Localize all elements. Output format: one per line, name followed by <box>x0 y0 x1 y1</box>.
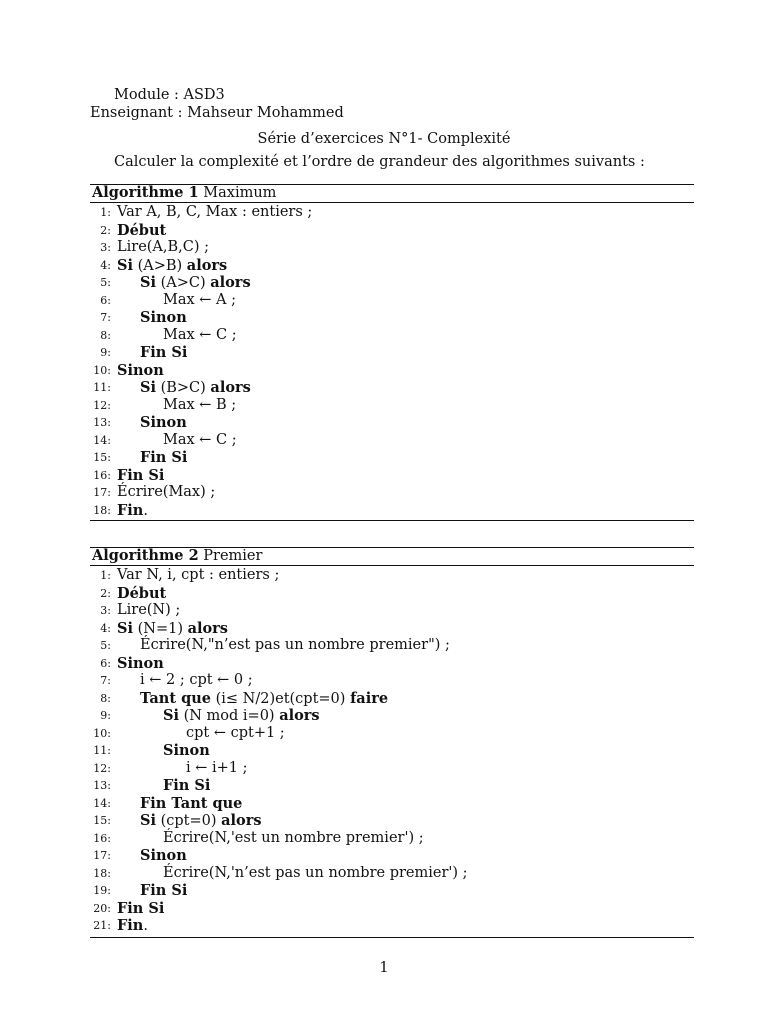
keyword: Si <box>117 619 133 637</box>
keyword: Sinon <box>140 414 187 431</box>
code-fragment: Écrire(N,"n’est pas un nombre premier") ; <box>140 637 450 653</box>
code-fragment: Var A, B, C, Max : entiers ; <box>117 204 313 220</box>
line-number: 3: <box>100 604 111 617</box>
code-text <box>140 414 187 433</box>
code-fragment: Max ← C ; <box>163 431 237 448</box>
algo2-title <box>92 547 262 565</box>
line-number: 15: <box>93 814 111 827</box>
keyword: alors <box>279 707 320 724</box>
keyword: Fin Si <box>140 449 188 466</box>
line-number: 10: <box>93 726 111 740</box>
code-fragment: (N=1) <box>132 620 188 637</box>
line-number: 19: <box>93 884 111 897</box>
keyword: Fin <box>117 917 144 934</box>
code-fragment: Max ← A ; <box>163 291 237 308</box>
keyword: Si <box>140 379 156 396</box>
code-text <box>117 620 228 639</box>
code-text <box>140 795 242 814</box>
code-fragment: Max ← B ; <box>163 396 237 413</box>
line-number: 18: <box>93 866 111 880</box>
code-text <box>117 655 164 674</box>
line-number: 17: <box>93 486 111 499</box>
keyword: Fin <box>117 501 144 519</box>
series-title: Série d’exercices N°1- Complexité <box>257 131 511 147</box>
keyword: Fin Si <box>163 777 211 794</box>
teacher-label: Enseignant : Mahseur Mohammed <box>90 105 344 121</box>
keyword: Fin Si <box>140 882 188 899</box>
code-text <box>186 725 285 743</box>
code-text <box>163 865 468 883</box>
keyword: Sinon <box>117 654 164 672</box>
page-number: 1 <box>379 960 389 976</box>
code-text <box>163 292 236 310</box>
keyword: Sinon <box>117 361 164 379</box>
line-number: 5: <box>100 276 111 289</box>
line-number: 13: <box>93 779 111 792</box>
keyword: faire <box>350 689 389 707</box>
code-text <box>117 585 166 604</box>
code-fragment: Max ← C ; <box>163 326 237 343</box>
algo2-label: Algorithme 2 <box>92 547 199 564</box>
keyword: alors <box>221 812 262 829</box>
code-text <box>117 502 148 521</box>
keyword: Début <box>117 584 167 602</box>
line-number: 7: <box>100 311 111 324</box>
code-text <box>163 327 237 345</box>
code-fragment: (cpt=0) <box>155 813 222 829</box>
line-number: 8: <box>100 691 111 705</box>
code-fragment: Écrire(N,'n’est pas un nombre premier') ; <box>163 864 468 881</box>
keyword: Si <box>140 274 156 291</box>
code-text <box>140 672 253 690</box>
line-number: 21: <box>93 919 111 932</box>
line-number: 16: <box>93 831 111 845</box>
algo1-header-rule <box>90 202 694 203</box>
code-text <box>140 274 251 293</box>
keyword: Fin Si <box>140 344 188 361</box>
keyword: Fin Tant que <box>140 794 243 812</box>
code-text <box>140 344 187 363</box>
line-number: 3: <box>100 241 111 254</box>
module-label: Module : ASD3 <box>114 87 225 103</box>
code-text <box>140 882 187 901</box>
code-text <box>140 637 450 655</box>
code-text <box>117 204 312 222</box>
keyword: Fin Si <box>117 466 165 484</box>
code-fragment: . <box>143 502 148 519</box>
code-text <box>163 830 424 848</box>
line-number: 6: <box>100 656 111 670</box>
line-number: 20: <box>93 901 111 915</box>
line-number: 4: <box>100 621 111 635</box>
line-number: 2: <box>100 586 111 600</box>
code-fragment: Écrire(Max) ; <box>117 484 216 500</box>
code-text <box>117 257 227 276</box>
line-number: 6: <box>100 293 111 307</box>
code-text <box>163 777 210 796</box>
line-number: 2: <box>100 223 111 237</box>
code-fragment: i ← 2 ; cpt ← 0 ; <box>140 672 253 688</box>
code-fragment: i ← i+1 ; <box>186 759 248 776</box>
keyword: Si <box>117 256 133 274</box>
keyword: Tant que <box>140 689 211 707</box>
code-fragment: (N mod i=0) <box>178 708 280 724</box>
code-fragment: (B>C) <box>155 380 211 396</box>
code-text <box>140 309 187 328</box>
code-fragment: (A>C) <box>155 275 211 291</box>
code-fragment: Var N, i, cpt : entiers ; <box>117 567 280 583</box>
keyword: alors <box>187 619 228 637</box>
algo2-header-rule <box>90 565 694 566</box>
line-number: 4: <box>100 258 111 272</box>
keyword: Sinon <box>140 847 187 864</box>
keyword: Début <box>117 221 167 239</box>
code-text <box>117 222 166 241</box>
instruction-text: Calculer la complexité et l’ordre de grandeur des algorithmes suivants : <box>114 154 645 170</box>
line-number: 14: <box>93 433 111 447</box>
line-number: 9: <box>100 709 111 722</box>
line-number: 1: <box>100 206 111 219</box>
code-text <box>140 847 187 866</box>
algo1-name: Maximum <box>203 185 277 201</box>
code-fragment: Écrire(N,'est un nombre premier') ; <box>163 829 424 846</box>
code-text <box>186 760 248 778</box>
keyword: Si <box>163 707 179 724</box>
line-number: 17: <box>93 849 111 862</box>
algo2-bottom-rule <box>90 937 694 938</box>
algo2-name: Premier <box>203 548 263 564</box>
code-text <box>140 379 251 398</box>
keyword: Sinon <box>140 309 187 326</box>
line-number: 1: <box>100 569 111 582</box>
keyword: alors <box>210 274 251 291</box>
line-number: 11: <box>93 744 111 757</box>
code-text <box>117 917 148 936</box>
algo1-bottom-rule <box>90 520 694 521</box>
line-number: 7: <box>100 674 111 687</box>
keyword: alors <box>210 379 251 396</box>
code-fragment: Lire(N) ; <box>117 602 181 618</box>
line-number: 12: <box>93 761 111 775</box>
code-text <box>140 449 187 468</box>
code-text <box>117 567 279 585</box>
line-number: 8: <box>100 328 111 342</box>
keyword: alors <box>186 256 228 274</box>
code-fragment: cpt ← cpt+1 ; <box>186 724 285 741</box>
line-number: 12: <box>93 398 111 412</box>
code-text <box>117 602 180 620</box>
code-text <box>163 742 210 761</box>
code-text <box>163 432 237 450</box>
line-number: 14: <box>93 796 111 810</box>
algo1-label: Algorithme 1 <box>92 184 199 201</box>
code-text <box>117 484 215 502</box>
line-number: 16: <box>93 468 111 482</box>
code-fragment: . <box>143 918 148 934</box>
line-number: 18: <box>93 503 111 517</box>
line-number: 10: <box>93 363 111 377</box>
keyword: Fin Si <box>117 899 165 917</box>
code-text <box>117 362 164 381</box>
keyword: Si <box>140 812 156 829</box>
code-fragment: Lire(A,B,C) ; <box>117 239 210 255</box>
line-number: 13: <box>93 416 111 429</box>
code-text <box>117 467 164 486</box>
keyword: Sinon <box>163 742 210 759</box>
code-fragment: (A>B) <box>132 257 187 274</box>
line-number: 5: <box>100 639 111 652</box>
code-text <box>163 707 320 726</box>
code-text <box>140 812 262 831</box>
code-text <box>140 690 388 709</box>
code-text <box>117 239 209 257</box>
line-number: 9: <box>100 346 111 359</box>
code-text <box>117 900 164 919</box>
code-fragment: (i≤ N/2)et(cpt=0) <box>211 690 351 707</box>
code-text <box>163 397 236 415</box>
line-number: 11: <box>93 381 111 394</box>
line-number: 15: <box>93 451 111 464</box>
algo1-title <box>92 184 276 202</box>
